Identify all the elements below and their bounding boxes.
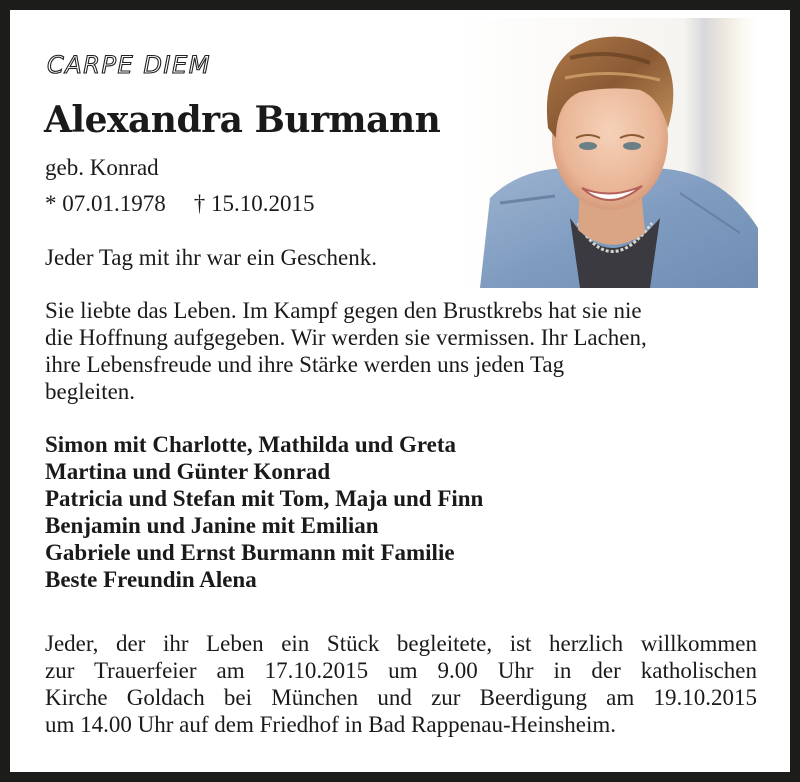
tagline: Jeder Tag mit ihr war ein Geschenk. <box>45 245 377 270</box>
maiden-name: geb. Konrad <box>45 155 159 180</box>
birth-date: * 07.01.1978 <box>45 191 166 216</box>
mourner-entry: Patricia und Stefan mit Tom, Maja und Finn <box>45 486 484 511</box>
tribute-line: ihre Lebensfreude und ihre Stärke werden uns jeden Tag <box>45 352 565 377</box>
svg-text:CARPE DIEM: CARPE DIEM <box>47 51 212 79</box>
tribute-line: die Hoffnung aufgegeben. Wir werden sie vermissen. Ihr Lachen, <box>45 325 647 350</box>
life-dates <box>45 190 315 218</box>
deceased-name: Alexandra Burmann <box>44 99 441 141</box>
obituary-notice <box>10 10 790 772</box>
service-line: zur Trauerfeier am 17.10.2015 um 9.00 Uhr in der katholischen <box>45 658 757 683</box>
tribute-paragraph <box>45 297 757 405</box>
service-line: Kirche Goldach bei München und zur Beerdigung am 19.10.2015 <box>45 685 757 710</box>
tribute-line: begleiten. <box>45 379 136 404</box>
portrait-image <box>460 18 758 288</box>
tribute-line: Sie liebte das Leben. Im Kampf gegen den Brustkrebs hat sie nie <box>45 298 642 323</box>
death-date: † 15.10.2015 <box>193 191 315 216</box>
portrait-photo <box>460 18 758 288</box>
mourner-entry: Martina und Günter Konrad <box>45 459 331 484</box>
service-info-paragraph <box>45 630 757 738</box>
mourner-entry: Benjamin und Janine mit Emilian <box>45 513 379 538</box>
service-line: um 14.00 Uhr auf dem Friedhof in Bad Rappenau-Heinsheim. <box>45 712 617 737</box>
mourner-entry: Beste Freundin Alena <box>45 567 257 592</box>
service-line: Jeder, der ihr Leben ein Stück begleitete, ist herzlich willkommen <box>45 631 757 656</box>
motto-handwritten <box>45 46 215 80</box>
motto-script-graphic <box>45 46 215 80</box>
mourners-list <box>45 431 483 593</box>
mourner-entry: Simon mit Charlotte, Mathilda und Greta <box>45 432 457 457</box>
mourner-entry: Gabriele und Ernst Burmann mit Familie <box>45 540 455 565</box>
